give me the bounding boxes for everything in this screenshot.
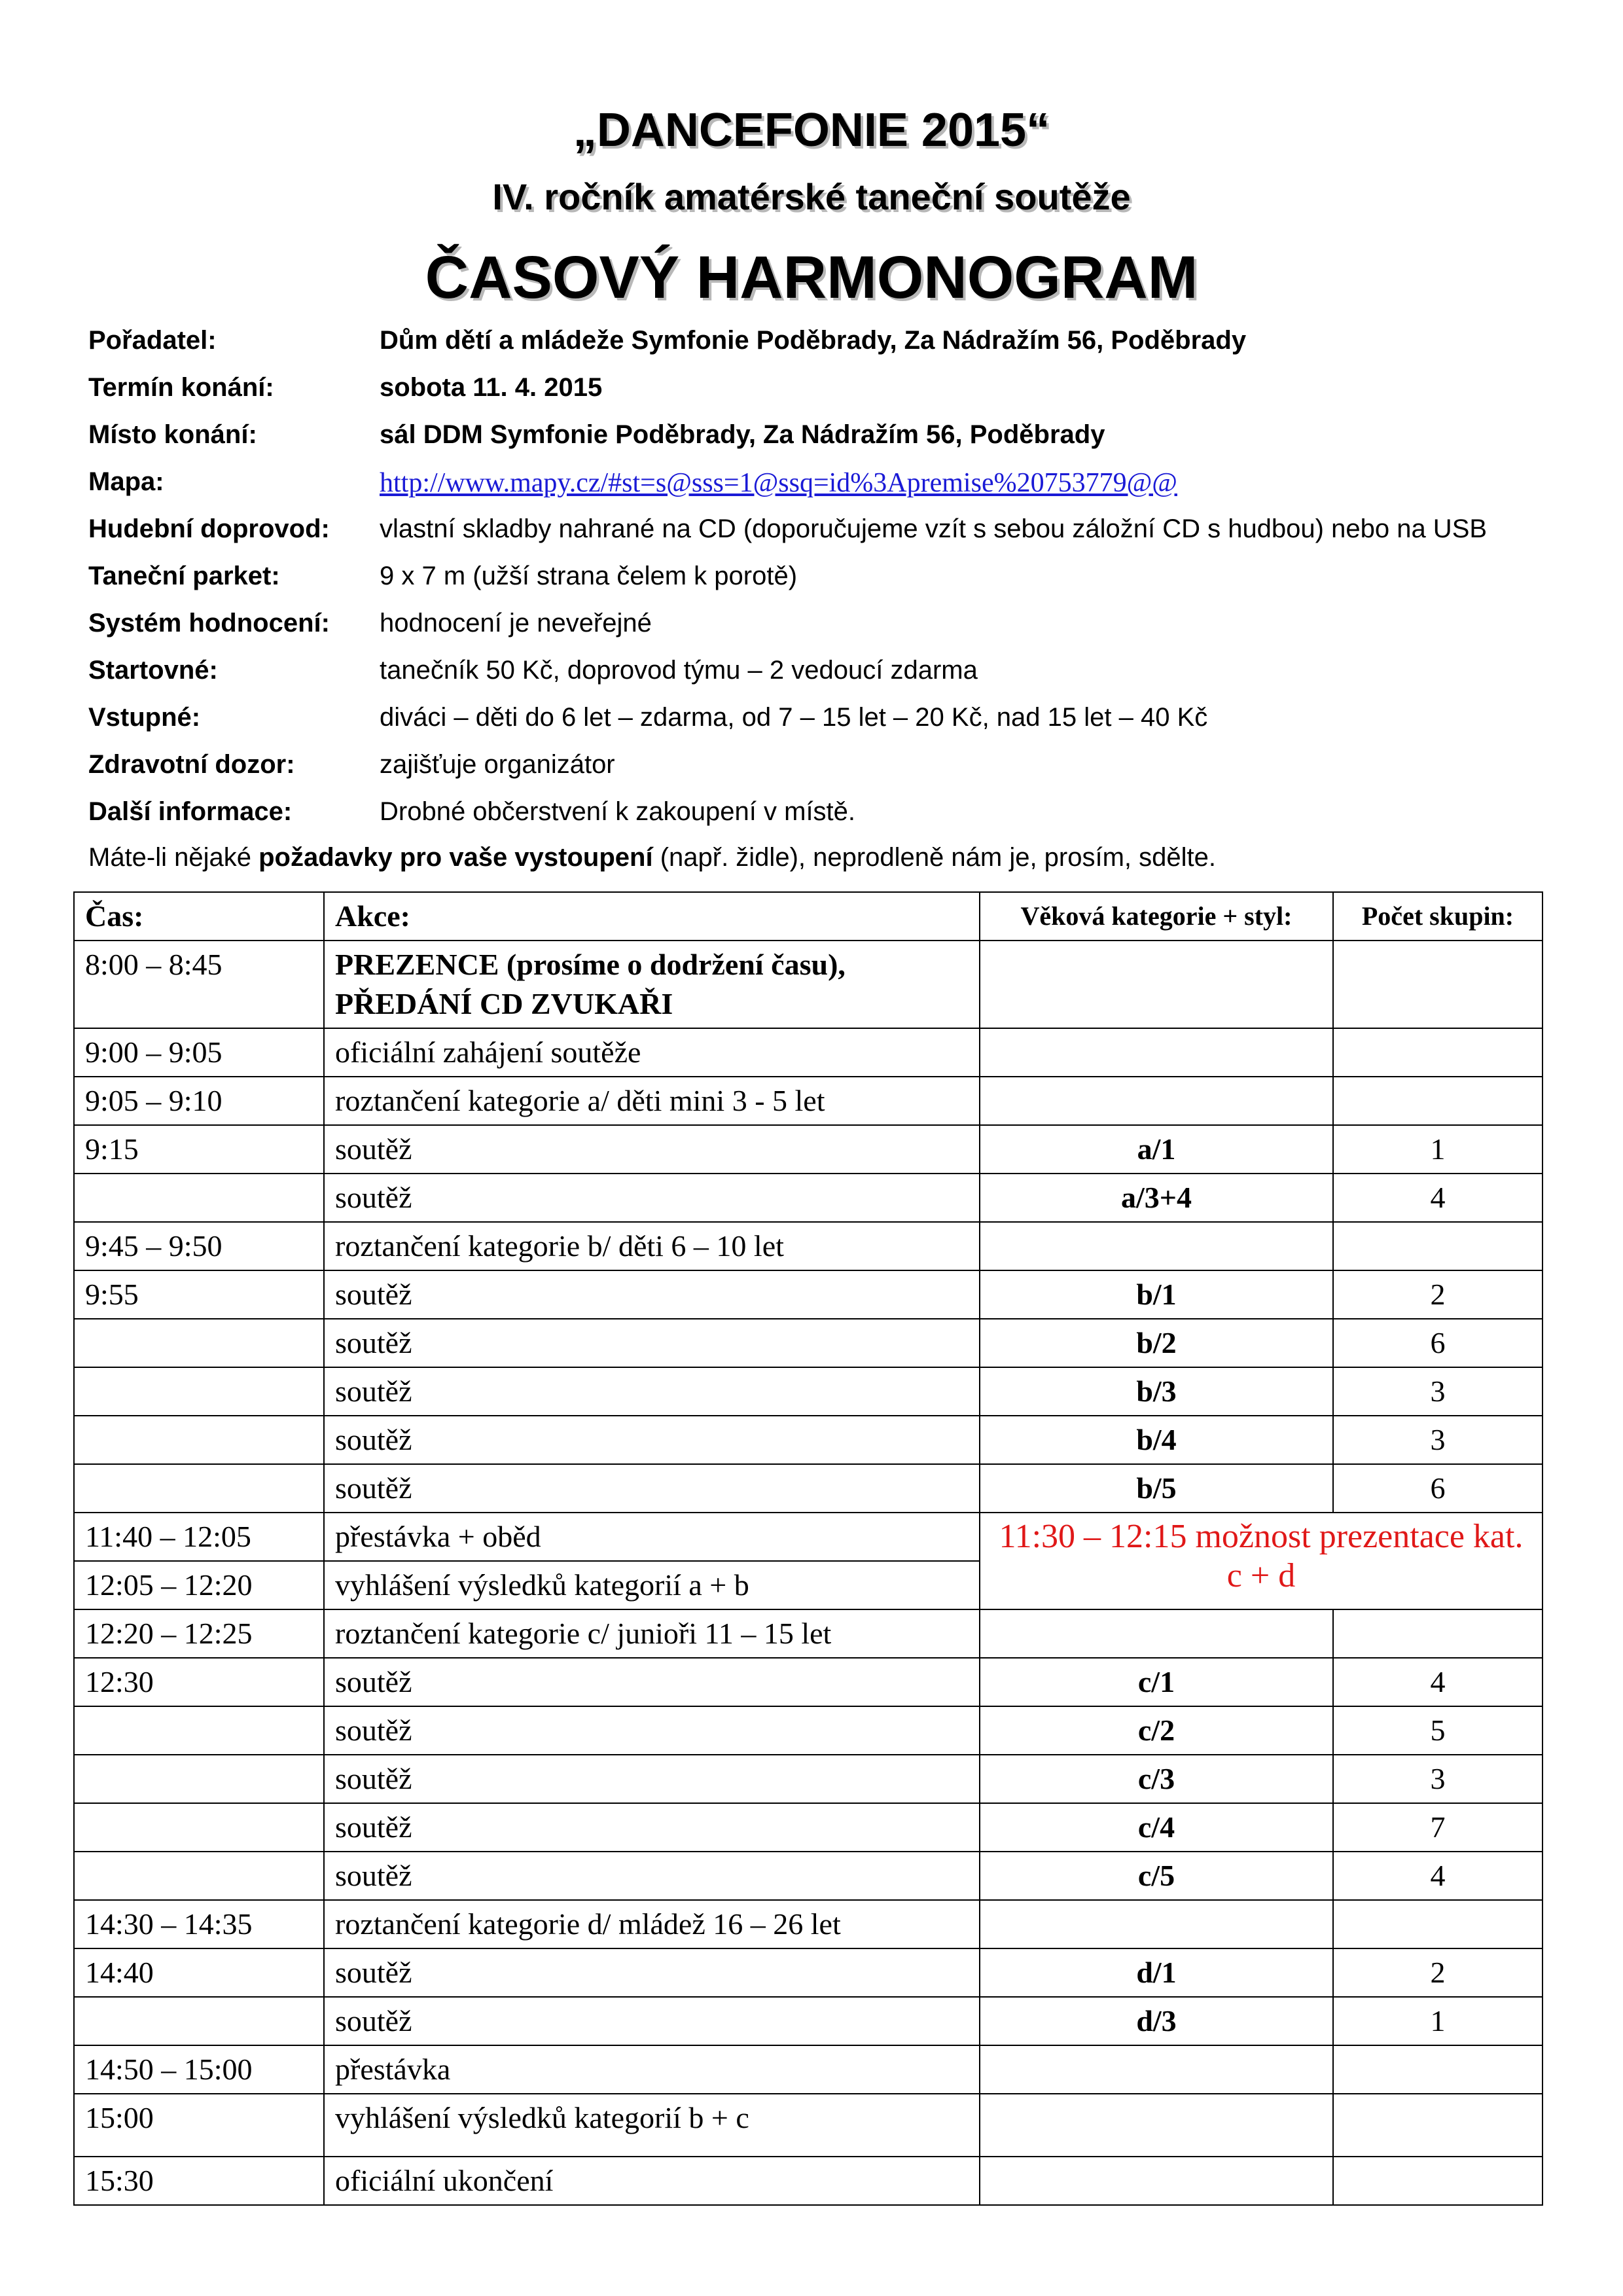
cell-count: 6 — [1333, 1319, 1543, 1367]
cell-action: vyhlášení výsledků kategorií b + c — [324, 2094, 980, 2157]
info-row-venue — [88, 420, 1567, 467]
cell-time: 8:00 – 8:45 — [74, 941, 324, 1028]
info-row-other — [88, 797, 1567, 844]
info-label: Vstupné: — [88, 703, 201, 732]
table-row — [74, 1028, 1543, 1077]
cell-count: 2 — [1333, 1270, 1543, 1319]
cell-action: soutěž — [324, 1706, 980, 1755]
table-row — [74, 1609, 1543, 1658]
table-row — [74, 1367, 1543, 1416]
table-row — [74, 1077, 1543, 1125]
header-category: Věková kategorie + styl: — [980, 892, 1333, 941]
table-row — [74, 2045, 1543, 2094]
event-subtitle: IV. ročník amatérské taneční soutěže — [492, 176, 1131, 217]
cell-count — [1333, 2157, 1543, 2205]
cell-time: 9:55 — [74, 1270, 324, 1319]
cell-count — [1333, 2094, 1543, 2157]
info-row-admission — [88, 703, 1567, 750]
table-header-row — [74, 892, 1543, 941]
info-label: Místo konání: — [88, 420, 257, 449]
cell-time: 12:30 — [74, 1658, 324, 1706]
info-label: Mapa: — [88, 467, 164, 496]
cell-action: vyhlášení výsledků kategorií a + b — [324, 1561, 980, 1609]
cell-category — [980, 2094, 1333, 2157]
cell-time — [74, 1755, 324, 1803]
cell-category: c/1 — [980, 1658, 1333, 1706]
map-link[interactable]: http://www.mapy.cz/#st=s@sss=1@ssq=id%3Apremise%20753779@@ — [380, 468, 1177, 498]
cell-category — [980, 2157, 1333, 2205]
requests-note — [88, 843, 1216, 872]
info-label: Hudební doprovod: — [88, 514, 330, 543]
table-row — [74, 1997, 1543, 2045]
info-value: Drobné občerstvení k zakoupení v místě. — [380, 797, 856, 826]
cell-action: soutěž — [324, 1270, 980, 1319]
cell-time — [74, 1367, 324, 1416]
table-row — [74, 1900, 1543, 1948]
table-row — [74, 1319, 1543, 1367]
schedule-heading: ČASOVÝ HARMONOGRAM — [425, 244, 1198, 311]
cell-action: soutěž — [324, 1464, 980, 1513]
info-label: Pořadatel: — [88, 326, 217, 355]
header-time: Čas: — [74, 892, 324, 941]
cell-time — [74, 1852, 324, 1900]
cell-count: 4 — [1333, 1658, 1543, 1706]
info-value: sobota 11. 4. 2015 — [380, 373, 603, 402]
schedule-table — [73, 891, 1543, 2206]
cell-category — [980, 1222, 1333, 1270]
table-row — [74, 1803, 1543, 1852]
cell-category — [980, 1028, 1333, 1077]
cell-count: 3 — [1333, 1755, 1543, 1803]
table-row — [74, 1125, 1543, 1174]
cell-count: 3 — [1333, 1367, 1543, 1416]
cell-count: 5 — [1333, 1706, 1543, 1755]
info-value: hodnocení je neveřejné — [380, 609, 652, 637]
info-row-map — [88, 467, 1567, 514]
table-row — [74, 1416, 1543, 1464]
cell-action: roztančení kategorie b/ děti 6 – 10 let — [324, 1222, 980, 1270]
cell-count: 7 — [1333, 1803, 1543, 1852]
cell-action: soutěž — [324, 1658, 980, 1706]
cell-category: b/5 — [980, 1464, 1333, 1513]
table-row — [74, 1658, 1543, 1706]
info-value: 9 x 7 m (užší strana čelem k porotě) — [380, 562, 798, 590]
cell-time — [74, 1464, 324, 1513]
cell-category: a/1 — [980, 1125, 1333, 1174]
cell-category: d/3 — [980, 1997, 1333, 2045]
cell-action: soutěž — [324, 1125, 980, 1174]
table-row — [74, 1852, 1543, 1900]
cell-time: 12:05 – 12:20 — [74, 1561, 324, 1609]
cell-count: 6 — [1333, 1464, 1543, 1513]
table-row — [74, 1513, 1543, 1561]
cell-count — [1333, 1609, 1543, 1658]
cell-action: soutěž — [324, 1997, 980, 2045]
cell-category: c/3 — [980, 1755, 1333, 1803]
info-value: diváci – děti do 6 let – zdarma, od 7 – 15 let – 20 Kč, nad 15 let – 40 Kč — [380, 703, 1208, 732]
cell-count: 4 — [1333, 1174, 1543, 1222]
cell-count — [1333, 1028, 1543, 1077]
info-value: sál DDM Symfonie Poděbrady, Za Nádražím 56, Poděbrady — [380, 420, 1105, 449]
header-count: Počet skupin: — [1333, 892, 1543, 941]
cell-category: b/1 — [980, 1270, 1333, 1319]
note-text: Máte-li nějaké — [88, 843, 259, 872]
table-row — [74, 1270, 1543, 1319]
cell-action: soutěž — [324, 1852, 980, 1900]
cell-time: 9:05 – 9:10 — [74, 1077, 324, 1125]
event-title: „DANCEFONIE 2015“ — [573, 104, 1050, 156]
cell-action: oficiální ukončení — [324, 2157, 980, 2205]
cell-count — [1333, 1222, 1543, 1270]
cell-time: 15:00 — [74, 2094, 324, 2157]
info-row-fee — [88, 656, 1567, 703]
cell-action — [324, 941, 980, 1028]
cell-action: roztančení kategorie a/ děti mini 3 - 5 let — [324, 1077, 980, 1125]
info-row-floor — [88, 562, 1567, 609]
cell-count: 1 — [1333, 1997, 1543, 2045]
cell-category: d/1 — [980, 1948, 1333, 1997]
cell-action: roztančení kategorie c/ junioři 11 – 15 let — [324, 1609, 980, 1658]
cell-time — [74, 1416, 324, 1464]
cell-action: soutěž — [324, 1319, 980, 1367]
cell-count — [1333, 1077, 1543, 1125]
info-label: Systém hodnocení: — [88, 609, 330, 637]
cell-time: 15:30 — [74, 2157, 324, 2205]
info-label: Zdravotní dozor: — [88, 750, 295, 779]
cell-category: c/5 — [980, 1852, 1333, 1900]
cell-count — [1333, 1900, 1543, 1948]
table-row-presence — [74, 941, 1543, 1028]
cell-time: 11:40 – 12:05 — [74, 1513, 324, 1561]
cell-action: soutěž — [324, 1755, 980, 1803]
cell-action: soutěž — [324, 1803, 980, 1852]
cell-category: b/4 — [980, 1416, 1333, 1464]
cell-count: 2 — [1333, 1948, 1543, 1997]
cell-count: 3 — [1333, 1416, 1543, 1464]
cell-category: b/3 — [980, 1367, 1333, 1416]
cell-count: 4 — [1333, 1852, 1543, 1900]
presentation-note: 11:30 – 12:15 možnost prezentace kat. c + d — [980, 1513, 1543, 1609]
info-label: Termín konání: — [88, 373, 274, 402]
info-value: tanečník 50 Kč, doprovod týmu – 2 vedoucí zdarma — [380, 656, 978, 685]
cell-category — [980, 2045, 1333, 2094]
cell-category: c/4 — [980, 1803, 1333, 1852]
info-label: Další informace: — [88, 797, 293, 826]
cell-time: 12:20 – 12:25 — [74, 1609, 324, 1658]
note-text: (např. židle), neprodleně nám je, prosím, sdělte. — [652, 843, 1217, 872]
cell-action: přestávka + oběd — [324, 1513, 980, 1561]
cell-category: c/2 — [980, 1706, 1333, 1755]
table-row — [74, 1464, 1543, 1513]
table-row — [74, 1174, 1543, 1222]
table-row — [74, 1948, 1543, 1997]
presence-line: PŘEDÁNÍ CD ZVUKAŘI — [335, 987, 673, 1020]
table-row — [74, 1706, 1543, 1755]
info-row-date — [88, 373, 1567, 420]
info-value: zajišťuje organizátor — [380, 750, 615, 779]
cell-time — [74, 1803, 324, 1852]
note-bold-text: požadavky pro vaše vystoupení — [259, 843, 653, 872]
cell-count — [1333, 2045, 1543, 2094]
table-row — [74, 2094, 1543, 2157]
cell-count: 1 — [1333, 1125, 1543, 1174]
info-row-judging — [88, 609, 1567, 656]
cell-time: 14:30 – 14:35 — [74, 1900, 324, 1948]
info-label: Startovné: — [88, 656, 218, 685]
cell-action: roztančení kategorie d/ mládež 16 – 26 let — [324, 1900, 980, 1948]
info-row-music — [88, 514, 1567, 562]
cell-time — [74, 1706, 324, 1755]
cell-time: 9:00 – 9:05 — [74, 1028, 324, 1077]
info-value: Dům dětí a mládeže Symfonie Poděbrady, Za Nádražím 56, Poděbrady — [380, 326, 1247, 355]
cell-time: 14:50 – 15:00 — [74, 2045, 324, 2094]
cell-time: 14:40 — [74, 1948, 324, 1997]
cell-action: oficiální zahájení soutěže — [324, 1028, 980, 1077]
cell-time — [74, 1319, 324, 1367]
event-info — [88, 326, 1567, 844]
info-value: vlastní skladby nahrané na CD (doporučujeme vzít s sebou záložní CD s hudbou) nebo na USB — [380, 514, 1488, 543]
header-action: Akce: — [324, 892, 980, 941]
cell-category — [980, 1077, 1333, 1125]
info-label: Taneční parket: — [88, 562, 280, 590]
cell-action: soutěž — [324, 1174, 980, 1222]
cell-action: soutěž — [324, 1416, 980, 1464]
cell-time: 9:45 – 9:50 — [74, 1222, 324, 1270]
cell-category — [980, 1609, 1333, 1658]
cell-action: soutěž — [324, 1367, 980, 1416]
cell-time — [74, 1174, 324, 1222]
presence-line: PREZENCE (prosíme o dodržení času), — [335, 948, 846, 981]
cell-time — [74, 1997, 324, 2045]
cell-action: soutěž — [324, 1948, 980, 1997]
cell-category: b/2 — [980, 1319, 1333, 1367]
cell-action: přestávka — [324, 2045, 980, 2094]
cell-category: a/3+4 — [980, 1174, 1333, 1222]
cell-time: 9:15 — [74, 1125, 324, 1174]
info-row-organizer — [88, 326, 1567, 373]
table-row — [74, 2157, 1543, 2205]
cell-category — [980, 941, 1333, 1028]
table-row — [74, 1222, 1543, 1270]
table-row — [74, 1755, 1543, 1803]
cell-count — [1333, 941, 1543, 1028]
info-row-medical — [88, 750, 1567, 797]
cell-category — [980, 1900, 1333, 1948]
